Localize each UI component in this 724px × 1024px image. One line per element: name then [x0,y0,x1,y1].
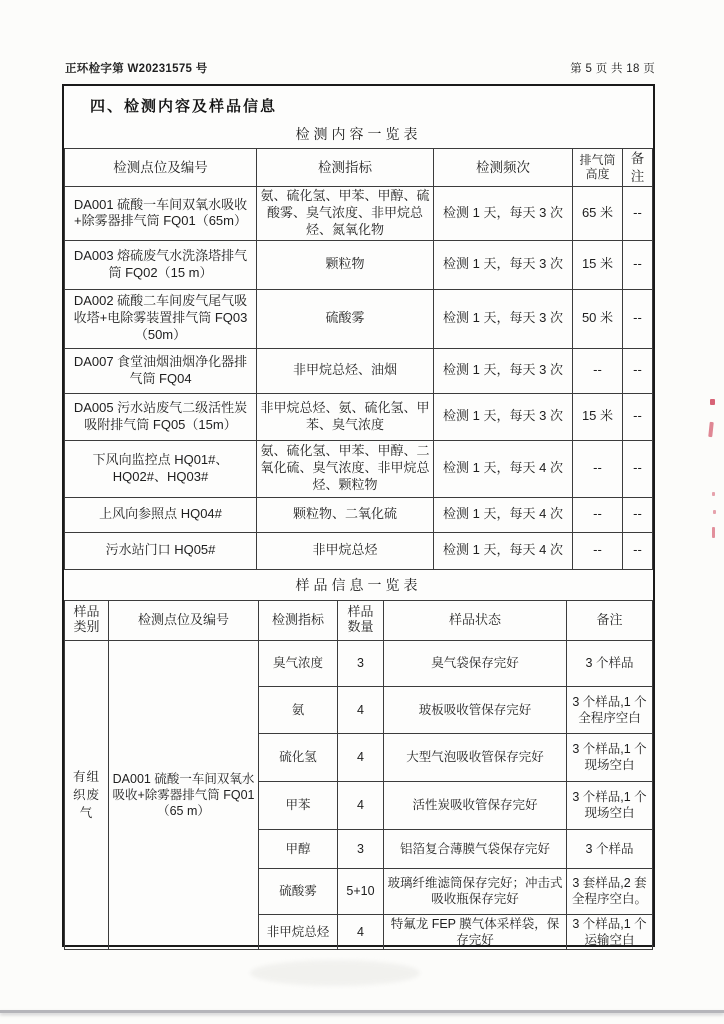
table-row [65,348,653,393]
point-cell: 下风向监控点 HQ01#、HQ02#、HQ03# [65,440,257,497]
point-cell: DA002 硫酸二车间废气尾气吸收塔+电除雾装置排气筒 FQ03（50m） [65,289,257,348]
header-frequency: 检测频次 [434,149,573,187]
note-cell: -- [623,187,653,241]
note-cell: 3 个样品,1 个全程序空白 [567,686,653,733]
table-row [65,440,653,497]
count-cell: 4 [338,686,384,733]
note-cell: -- [623,393,653,440]
status-cell: 玻璃纤维滤筒保存完好；冲击式吸收瓶保存完好 [384,868,567,914]
frequency-cell: 检测 1 天，每天 4 次 [434,497,573,532]
sample-table-header-row [65,600,653,640]
frequency-cell: 检测 1 天，每天 4 次 [434,532,573,569]
table-row [65,240,653,289]
point-cell: DA003 熔硫废气水洗涤塔排气筒 FQ02（15 m） [65,240,257,289]
header-note: 备注 [567,600,653,640]
note-cell: 3 套样品,2 套全程序空白。 [567,868,653,914]
header-stack-height [573,149,623,187]
height-cell: 15 米 [573,240,623,289]
point-cell: 上风向参照点 HQ04# [65,497,257,532]
sample-category-cell: 有组织废气 [65,640,109,950]
height-cell: -- [573,497,623,532]
note-cell: 3 个样品 [567,640,653,686]
indicator-cell: 颗粒物 [257,240,434,289]
red-scan-mark [708,422,714,437]
indicator-cell: 非甲烷总烃、油烟 [257,348,434,393]
indicator-cell: 臭气浓度 [259,640,338,686]
height-cell: -- [573,348,623,393]
count-cell: 3 [338,829,384,868]
header-sample-category-line1: 样品 [73,604,100,620]
indicator-cell: 非甲烷总烃 [257,532,434,569]
indicator-cell: 氨、硫化氢、甲苯、甲醇、硫酸雾、臭气浓度、非甲烷总烃、氮氧化物 [257,187,434,241]
red-scan-mark [710,399,715,405]
table-row [65,187,653,241]
indicator-cell: 硫酸雾 [257,289,434,348]
sample-point-cell: DA001 硫酸一车间双氧水吸收+除雾器排气筒 FQ01（65 m） [109,640,259,950]
table-row [65,532,653,569]
count-cell: 4 [338,914,384,950]
point-cell: DA001 硫酸一车间双氧水吸收+除雾器排气筒 FQ01（65m） [65,187,257,241]
indicator-cell: 硫酸雾 [259,868,338,914]
red-scan-mark [713,510,716,514]
note-cell: -- [623,348,653,393]
frequency-cell: 检测 1 天，每天 4 次 [434,440,573,497]
height-cell: 65 米 [573,187,623,241]
document-number: 正环检字第 W20231575 号 [65,63,208,75]
section-title: 四、检测内容及样品信息 [90,98,278,115]
table-row [65,497,653,532]
status-cell: 特氟龙 FEP 膜气体采样袋，保存完好 [384,914,567,950]
header-point: 检测点位及编号 [65,149,257,187]
note-cell: -- [623,532,653,569]
sample-table [64,600,653,951]
header-indicator: 检测指标 [257,149,434,187]
count-cell: 5+10 [338,868,384,914]
page-bottom-edge [0,1010,724,1013]
indicator-cell: 颗粒物、二氧化硫 [257,497,434,532]
indicator-cell: 甲醇 [259,829,338,868]
indicator-cell: 甲苯 [259,781,338,829]
header-sample-count [338,600,384,640]
content-table-header-row [65,149,653,187]
status-cell: 玻板吸收管保存完好 [384,686,567,733]
indicator-cell: 硫化氢 [259,733,338,781]
status-cell: 铝箔复合薄膜气袋保存完好 [384,829,567,868]
note-cell: -- [623,240,653,289]
header-sample-count-line1: 样品 [347,604,374,620]
red-scan-mark [712,527,715,538]
table-row [65,393,653,440]
count-cell: 3 [338,640,384,686]
status-cell: 大型气泡吸收管保存完好 [384,733,567,781]
status-cell: 臭气袋保存完好 [384,640,567,686]
indicator-cell: 氨 [259,686,338,733]
header-sample-category-line2: 类别 [73,619,100,635]
height-cell: 15 米 [573,393,623,440]
scan-smudge [250,960,420,986]
frequency-cell: 检测 1 天，每天 3 次 [434,289,573,348]
content-table-caption: 检测内容一览表 [295,126,422,142]
sample-table-caption: 样品信息一览表 [295,576,422,593]
frequency-cell: 检测 1 天，每天 3 次 [434,348,573,393]
header-sample-category [65,600,109,640]
content-table [64,148,653,570]
note-cell: 3 个样品,1 个现场空白 [567,781,653,829]
height-cell: -- [573,532,623,569]
indicator-cell: 氨、硫化氢、甲苯、甲醇、二氧化硫、臭气浓度、非甲烷总烃、颗粒物 [257,440,434,497]
count-cell: 4 [338,781,384,829]
header-indicator: 检测指标 [259,600,338,640]
point-cell: DA007 食堂油烟油烟净化器排气筒 FQ04 [65,348,257,393]
document-header [65,60,655,76]
status-cell: 活性炭吸收管保存完好 [384,781,567,829]
header-sample-status: 样品状态 [384,600,567,640]
table-row [65,640,653,686]
height-cell: 50 米 [573,289,623,348]
header-stack-height-line2: 高度 [585,166,610,181]
frequency-cell: 检测 1 天，每天 3 次 [434,240,573,289]
note-cell: 3 个样品,1 个运输空白 [567,914,653,950]
indicator-cell: 非甲烷总烃 [259,914,338,950]
point-cell: 污水站门口 HQ05# [65,532,257,569]
point-cell: DA005 污水站废气二级活性炭吸附排气筒 FQ05（15m） [65,393,257,440]
header-point: 检测点位及编号 [109,600,259,640]
header-stack-height-line1: 排气筒 [579,152,616,167]
header-note: 备注 [623,149,653,187]
indicator-cell: 非甲烷总烃、氨、硫化氢、甲苯、臭气浓度 [257,393,434,440]
table-row [65,289,653,348]
red-scan-mark [712,492,715,496]
note-cell: -- [623,497,653,532]
document-frame [62,84,655,947]
page-indicator: 第 5 页 共 18 页 [570,63,655,75]
height-cell: -- [573,440,623,497]
note-cell: -- [623,440,653,497]
note-cell: 3 个样品,1 个现场空白 [567,733,653,781]
note-cell: 3 个样品 [567,829,653,868]
header-sample-count-line2: 数量 [347,619,374,635]
frequency-cell: 检测 1 天，每天 3 次 [434,393,573,440]
count-cell: 4 [338,733,384,781]
note-cell: -- [623,289,653,348]
frequency-cell: 检测 1 天，每天 3 次 [434,187,573,241]
title-block [64,86,653,148]
